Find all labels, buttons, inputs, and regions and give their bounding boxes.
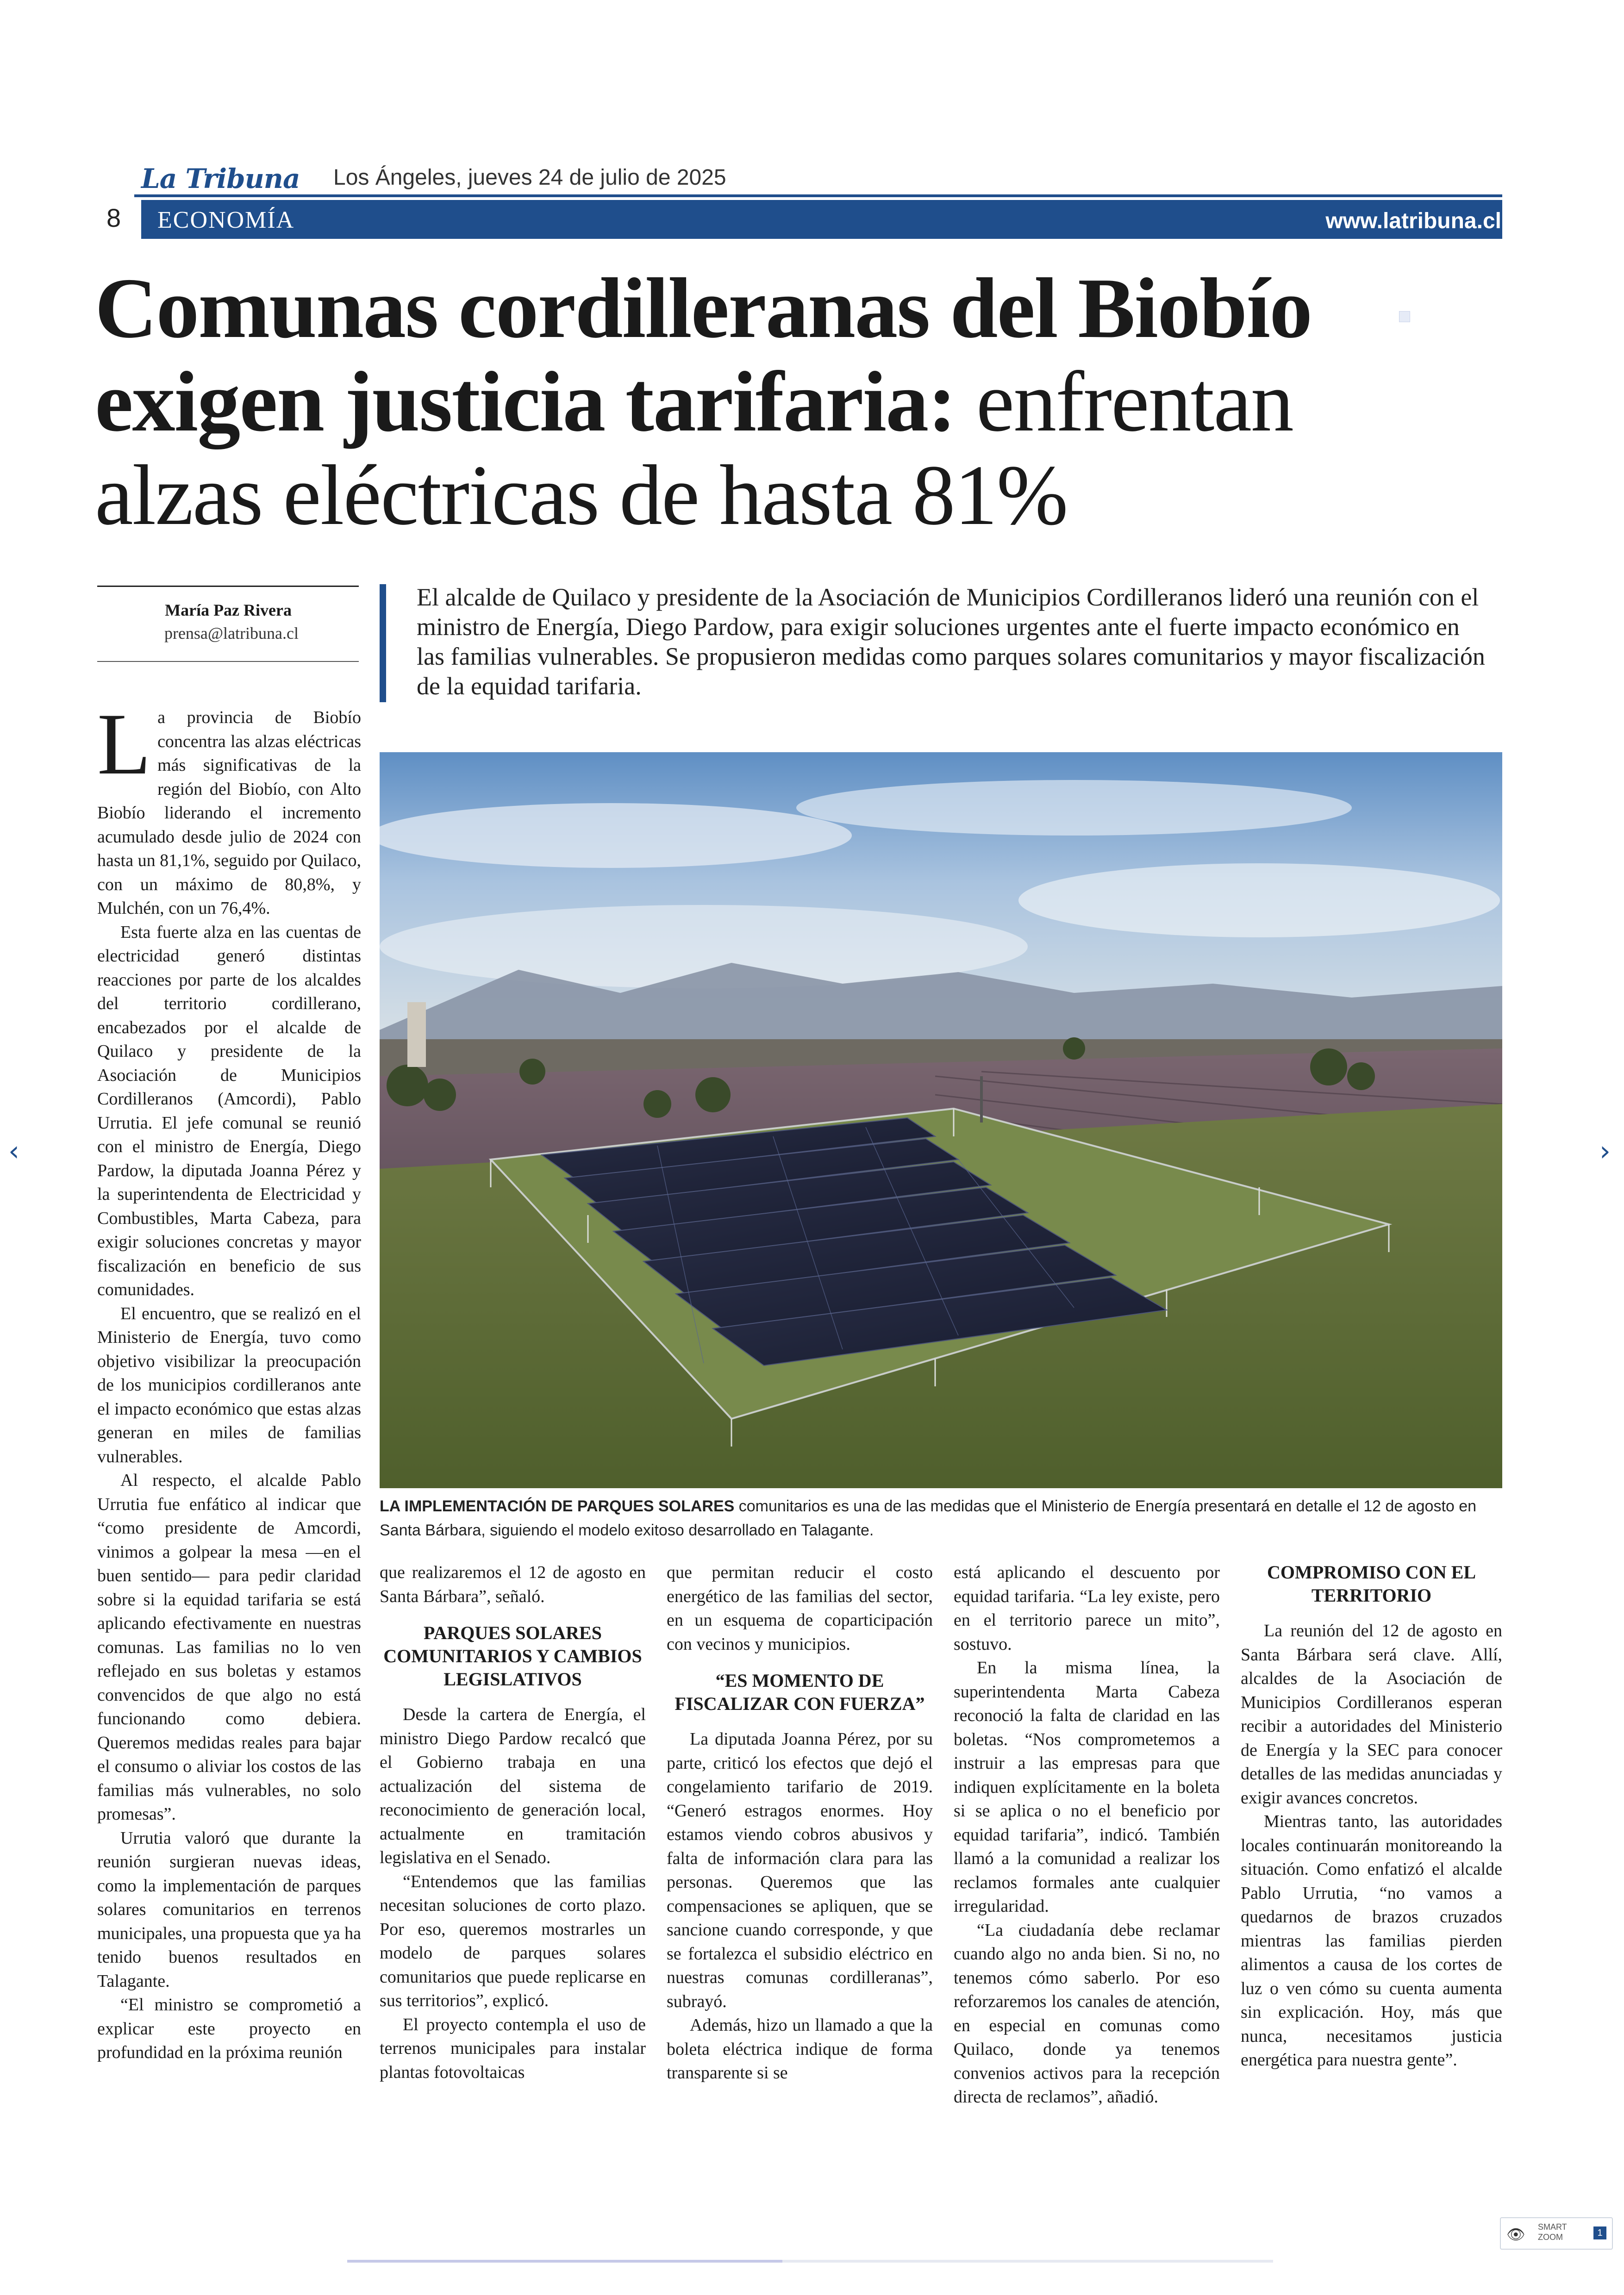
article-paragraph: que permitan reducir el costo energético de las familias del sector, en un esquema de coparticipación con vecinos y municipios. xyxy=(667,1563,933,1654)
dropcap: L xyxy=(97,696,151,793)
chevron-left-icon[interactable]: ‹ xyxy=(8,1135,19,1167)
byline-rule xyxy=(97,661,359,662)
headline xyxy=(95,262,1437,542)
section-url[interactable]: www.latribuna.cl xyxy=(1325,209,1501,233)
caption-rest: comunitarios es una de las medidas que el Ministerio de Energía presentará en detalle el 12 de agosto en Santa Bárbara, siguiendo el modelo exitoso desarrollado en Talagante. xyxy=(380,1497,1477,1539)
article-column-5 xyxy=(1241,1561,1502,2072)
headline-light-line2: enfrentan xyxy=(956,354,1293,449)
article-paragraph: El encuentro, que se realizó en el Ministerio de Energía, tuvo como objetivo visibilizar la preocupación de los municipios cordilleranos ante el impacto económico que estas alzas generan en miles de familias vulnerables. xyxy=(97,1303,361,1466)
smart-zoom-label: SMART ZOOM xyxy=(1538,2222,1567,2242)
article-paragraph: Desde la cartera de Energía, el ministro Diego Pardow recalcó que el Gobierno trabaja en una actualización del sistema de reconocimiento de generación local, actualmente en tramitación legislativa en el Senado. xyxy=(380,1705,646,1867)
eye-icon: 👁 xyxy=(1506,2226,1525,2243)
headline-light-line3: alzas eléctricas de hasta 81% xyxy=(95,448,1068,543)
article-paragraph: Urrutia valoró que durante la reunión surgieran nuevas ideas, como la implementación de parques solares comunitarios en terrenos municipales, una propuesta que ya ha tenido buenos resultados en Talagante. xyxy=(97,1828,361,1991)
caption-lead: LA IMPLEMENTACIÓN DE PARQUES SOLARES xyxy=(380,1497,735,1515)
article-paragraph: Además, hizo un llamado a que la boleta eléctrica indique de forma transparente si se xyxy=(667,2015,933,2083)
masthead-date: Los Ángeles, jueves 24 de julio de 2025 xyxy=(333,165,726,190)
smart-zoom-badge: 1 xyxy=(1593,2226,1606,2239)
masthead-logo: La Tribuna xyxy=(141,163,300,194)
article-paragraph: “El ministro se comprometió a explicar este proyecto en profundidad en la próxima reunión xyxy=(97,1995,361,2062)
header-rule xyxy=(134,194,1502,197)
byline-rule xyxy=(97,586,359,587)
subheading-parques-solares: PARQUES SOLARES COMUNITARIOS Y CAMBIOS LEGISLATIVOS xyxy=(383,1622,642,1690)
reading-progress-fill xyxy=(347,2260,782,2263)
article-paragraph: En la misma línea, la superintendenta Marta Cabeza reconoció la falta de claridad en las boletas. “Nos comprometemos a instruir a las empresas para que indiquen explícitamente en la boleta si se aplica o no el beneficio por equidad tarifaria”, indicó. También llamó a la comunidad a realizar los reclamos formales ante cualquier irregularidad. xyxy=(954,1658,1220,1916)
article-paragraph: Esta fuerte alza en las cuentas de electricidad generó distintas reacciones por parte de los alcaldes del territorio cordillerano, encabezados por el alcalde de Quilaco y presidente de la Asociación de Municipios Cordilleranos (Amcordi), Pablo Urrutia. El jefe comunal se reunió con el ministro de Energía, Diego Pardow, la diputada Joanna Pérez y la superintendenta de Electricidad y Combustibles, Marta Cabeza, para exigir soluciones concretas y mayor fiscalización en beneficio de sus comunidades. xyxy=(97,922,361,1299)
article-paragraph: La diputada Joanna Pérez, por su parte, criticó los efectos que dejó el congelamiento tarifario de 2019. “Generó estragos enormes. Hoy estamos viendo cobros abusivos y falta de información clara para las personas. Queremos que las compensaciones se apliquen, que se sancione cuando corresponde, y que se fortalezca el subsidio eléctrico en nuestras comunas cordilleranas”, subrayó. xyxy=(667,1729,933,2011)
headline-bold-line1: Comunas cordilleranas del Biobío xyxy=(95,261,1312,356)
article-column-1 xyxy=(97,696,361,2065)
byline-author: María Paz Rivera xyxy=(165,601,292,619)
byline-email[interactable]: prensa@latribuna.cl xyxy=(164,624,299,642)
article-paragraph: que realizaremos el 12 de agosto en Santa Bárbara”, señaló. xyxy=(380,1563,646,1606)
solar-park-photo xyxy=(380,752,1502,1488)
article-column-3 xyxy=(667,1561,933,2085)
article-paragraph: está aplicando el descuento por equidad tarifaria. “La ley existe, pero en el territorio parece un mito”, sostuvo. xyxy=(954,1563,1220,1654)
lede-accent-bar xyxy=(380,584,386,702)
article-paragraph: La provincia de Biobío concentra las alzas eléctricas más significativas de la región del Biobío, con Alto Biobío liderando el incremento acumulado desde julio de 2024 con hasta un 81,1%, seguido por Quilaco, con un máximo de 80,8%, y Mulchén, con un 76,4%. xyxy=(97,696,361,918)
article-paragraph: La reunión del 12 de agosto en Santa Bárbara será clave. Allí, alcaldes de la Asociación de Municipios Cordilleranos esperan recibir a autoridades del Ministerio de Energía y la SEC para conocer detalles de las medidas anunciadas y exigir avances concretos. xyxy=(1241,1621,1502,1808)
chevron-right-icon[interactable]: › xyxy=(1599,1135,1611,1167)
article-paragraph: “La ciudadanía debe reclamar cuando algo no anda bien. Si no, no tenemos cómo saberlo. Por eso reforzaremos los canales de atención, en especial en comunas como Quilaco, donde ya tenemos convenios activos para la recepción directa de reclamos”, añadió. xyxy=(954,1920,1220,2107)
article-paragraph: Al respecto, el alcalde Pablo Urrutia fue enfático al indicar que “como presidente de Amcordi, vinimos a golpear la mesa —en el buen sentido— para pedir claridad sobre si la equidad tarifaria se está aplicando efectivamente en nuestras comunas. Las familias no lo ven reflejado en sus boletas y estamos convencidos de que algo no está funcionando como debiera. Queremos medidas reales para bajar el consumo o aliviar los costos de las familias más vulnerables, no solo promesas”. xyxy=(97,1471,361,1824)
photo-caption xyxy=(380,1494,1502,1542)
headline-bold-line2: exigen justicia tarifaria: xyxy=(95,354,956,449)
section-bar xyxy=(141,200,1502,239)
page-number: 8 xyxy=(106,203,121,232)
article-column-4 xyxy=(954,1561,1220,2109)
article-paragraph: “Entendemos que las familias necesitan soluciones de corto plazo. Por eso, queremos mostrarles un modelo de parques solares comunitarios que puede replicarse en sus territorios”, explicó. xyxy=(380,1871,646,2010)
lede: El alcalde de Quilaco y presidente de la Asociación de Municipios Cordilleranos lideró una reunión con el ministro de Energía, Diego Pardow, para exigir soluciones urgentes ante el fuerte impacto económico en las familias vulnerables. Se propusieron medidas como parques solares comunitarios y mayor fiscalización de la equidad tarifaria. xyxy=(417,583,1485,700)
article-column-2 xyxy=(380,1561,646,2084)
article-paragraph: Mientras tanto, las autoridades locales continuarán monitoreando la situación. Como enfatizó el alcalde Pablo Urrutia, “no vamos a quedarnos de brazos cruzados mientras las familias pierden alimentos a causa de los cortes de luz o ven cómo su cuenta aumenta sin explicación. Hoy, más que nunca, necesitamos justicia energética para nuestra gente”. xyxy=(1241,1812,1502,2070)
section-name: ECONOMÍA xyxy=(157,207,295,233)
subheading-fiscalizar: “ES MOMENTO DE FISCALIZAR CON FUERZA” xyxy=(675,1670,925,1714)
smart-zoom-button[interactable] xyxy=(1500,2217,1613,2250)
article-paragraph: El proyecto contempla el uso de terrenos municipales para instalar plantas fotovoltaicas xyxy=(380,2014,646,2082)
subheading-compromiso: COMPROMISO CON EL TERRITORIO xyxy=(1267,1562,1476,1606)
